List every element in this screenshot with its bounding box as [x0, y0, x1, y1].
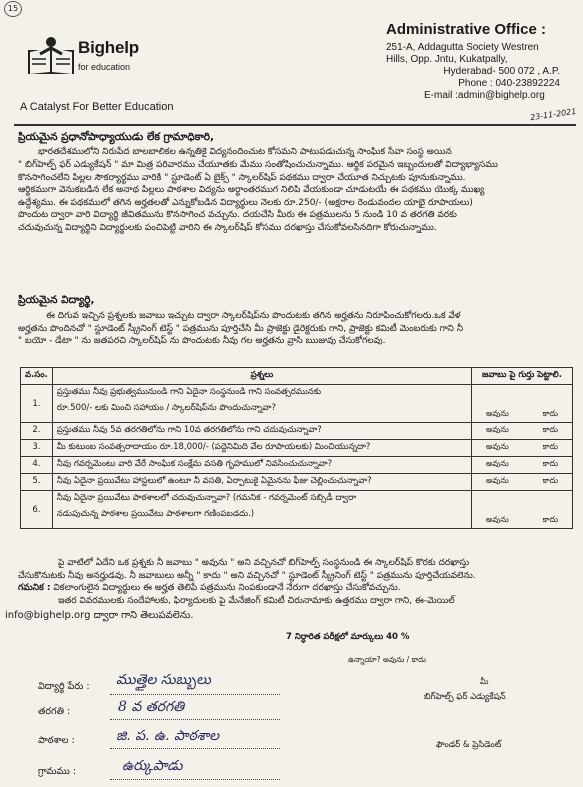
column-header-answer: జవాబు పై గుర్తు పెట్టాలి.	[472, 368, 573, 385]
yes-option[interactable]: అవును	[486, 515, 509, 524]
class-label: తరగతి :	[38, 706, 71, 717]
office-email: E-mail :admin@bighelp.org	[424, 90, 545, 101]
paragraph-line: ఈ దిగువ ఇచ్చిన ప్రశ్నలకు జవాబు ఇచ్చుట ద్వారా స్కాలర్‌షిప్‌ను పొందుటకు తగిన అర్హతను నిరూపించుకోగలరు.ఒక వేళ	[46, 311, 461, 321]
school-label: పాఠశాల :	[38, 735, 75, 746]
question-text	[52, 491, 471, 529]
office-line: Hyderabad- 500 072 , A.P.	[443, 66, 560, 77]
answer-cell	[472, 423, 573, 440]
brand-subtitle: for education	[78, 62, 131, 72]
paragraph-line: చదువుచున్న విద్యార్థిని విద్యార్థులకు పంచిపెట్టి వారిని ఈ స్కాలర్‌షిప్ కోసము దరఖాస్తు చేసుకోవలసినదిగా కోరుచున్నాము.	[18, 222, 437, 233]
office-line: Hills, Opp. Jntu, Kukatpally,	[386, 54, 508, 65]
table-row	[21, 385, 573, 423]
letter-paragraph-2	[18, 310, 574, 348]
bighelp-logo	[26, 36, 176, 86]
yes-option[interactable]: అవును	[486, 459, 509, 468]
letter-paragraph-1-cont	[18, 159, 574, 234]
name-underline	[110, 694, 280, 695]
table-row	[21, 457, 573, 474]
paragraph-line: చేసుకొనుటకు నీవు అనర్హుడవు. నీ జవాబులు అన్నీ " కాదు " అని వచ్చినచో " స్టూడెంట్ స్క్రీనింగ్ టెస్ట్ " పత్రమును పూర్తిచేయవలెను.	[18, 570, 476, 581]
header-divider	[14, 124, 576, 126]
letter-paragraph-1	[38, 146, 574, 159]
salutation-headmaster: ప్రియమైన ప్రధానోపాధ్యాయుడు లేక గ్రామాధికారి,	[18, 131, 215, 143]
paragraph-line: భారతదేశములోని నిరుపేద బాలబాలికల ఉన్నతికై విద్యనందించుట కోసమని పాటుపడుచున్న సాంఘిక సేవా సంస్థ అయిన	[38, 147, 452, 157]
column-header-number: వ.సం.	[21, 368, 53, 385]
row-number: 1.	[21, 385, 53, 423]
question-line: ప్రస్తుతము నీవు 5వ తరగతిలోను గాని 10వ తరగతిలోను గాని చదువుచున్నావా?	[56, 425, 322, 435]
signature-organization: బిగ్‌హెల్ప్ ఫర్ ఎడ్యుకేషన్	[424, 692, 506, 702]
tagline: A Catalyst For Better Education	[20, 101, 174, 113]
table-row	[21, 474, 573, 491]
row-number: 6.	[21, 491, 53, 529]
school-value: జి. ప. ఉ. పాఠశాల	[116, 728, 220, 744]
paragraph-line: ఆర్థికముగా వెనుకబడిన లేక అనాథ పిల్లలు పాఠశాల విద్యను అర్థాంతరముగ నిలిపి వేయకుండా చూడుటయే ఈ పథకము యొక్క ముఖ్య	[18, 185, 485, 195]
school-underline	[110, 748, 280, 749]
paragraph-line: పై వాటిలో ఏదేని ఒక ప్రశ్నకు నీ జవాబు " అవును " అని వచ్చినచో బిగ్‌హెల్ప్ సంస్థనుండి ఈ స్కాలర్‌షిప్ కొరకు దరఖాస్తు	[58, 558, 470, 568]
student-name-label: విద్యార్థి పేరు :	[38, 681, 90, 692]
village-label: గ్రామము :	[38, 766, 77, 777]
corner-page-mark: 15	[4, 1, 22, 17]
yes-option[interactable]: అవును	[486, 442, 509, 451]
question-line: రూ.500/- లకు మించి సహాయం / స్కాలర్‌షిప్‌ను పొందుచున్నావా?	[56, 403, 276, 413]
note-line	[18, 582, 574, 595]
office-phone: Phone : 040-23892224	[458, 78, 560, 89]
signature-title: ఫౌండర్ & ప్రెసిడెంట్	[436, 740, 502, 750]
answer-cell	[472, 457, 573, 474]
question-line: మీ కుటుంబ సంవత్సరాదాయం రూ.18,000/- (పద్దెనిమిది వేల రూపాయలకు) మించియున్నదా?	[56, 442, 371, 452]
paragraph-line: ఉద్దేశ్యము. ఈ పథకములో తగిన అర్హతలతో ఎన్నుకోబడిన విద్యార్థులు నెలకు రూ.250/- (అక్షరాల రెండువందల యాభై రూపాయలు)	[18, 197, 473, 208]
row-number: 5.	[21, 474, 53, 491]
column-header-questions: ప్రశ్నలు	[52, 368, 471, 385]
paragraph-line: " బిగ్‌హెల్ప్ ఫర్ ఎడ్యుకేషన్ " మా మిత్ర పరివారము చేయూతకు మేము సంతోషించుచున్నాము. ఆర్థిక పరమైన ఇబ్బందులతో విద్యాభ్యాసము	[18, 160, 498, 170]
village-value: ఉర్కుపాడు	[122, 758, 183, 774]
question-line: నీవు ఏదైనా ప్రయివేటు పాఠశాలలో చదువుచున్నావా? (గమనిక - గవర్నమెంట్ సబ్సిడీ ద్వారా	[56, 493, 357, 503]
office-title: Administrative Office :	[386, 21, 547, 38]
yes-option[interactable]: అవును	[486, 476, 509, 485]
signature-prefix: మీ	[480, 677, 489, 686]
yes-option[interactable]: అవును	[486, 409, 509, 418]
paragraph-line: పొందుట ద్వారా వారి విద్యార్థి జీవితమును కొనసాగించ వచ్చును. దయచేసి మీరు ఈ పత్రములను 5 నుండి 10 వ తరగతి వరకు	[18, 210, 457, 220]
yes-option[interactable]: అవును	[486, 425, 509, 434]
no-option[interactable]: కాదు	[542, 459, 558, 468]
row-number: 2.	[21, 423, 53, 440]
row-number: 4.	[21, 457, 53, 474]
paragraph-line: అర్హతను పొందినచో " స్టూడెంట్ స్క్రీనింగ్ టెస్ట్ " పత్రమును పూర్తిచేసి మీ ప్రాజెక్టు డైరెక్టరుకు గాని, ప్రాజెక్టు కమిటీ మెంబరుకు గాని నీ	[18, 323, 464, 334]
marks-note: 7 నిర్ధారిత పరీక్షలో మార్కులు 40 %	[286, 632, 410, 642]
note-label: గమనిక :	[18, 583, 51, 593]
no-option[interactable]: కాదు	[542, 476, 558, 485]
office-address-block	[386, 21, 576, 102]
table-header-row	[21, 368, 573, 385]
paragraph-line: " బయో - డేటా " ను జతపరచి స్కాలర్‌షిప్ ను పొందుటకు నీవు గల అర్హతను వ్రాసి ఋజువు చేసుకోగలవు.	[18, 336, 386, 346]
answer-cell	[472, 491, 573, 529]
question-text	[52, 385, 471, 423]
office-line: 251-A, Addagutta Society Westren	[386, 42, 539, 53]
question-line: నీవు ఏదైనా ప్రయివేటు హాస్టలులో ఉంటూ నీ వసతి, ఏర్పాటుకై ఏమైనను ఫీజు చెల్లించుచున్నావా?	[56, 476, 372, 486]
answer-cell	[472, 385, 573, 423]
row-number: 3.	[21, 440, 53, 457]
class-underline	[110, 719, 280, 720]
footer-paragraph	[18, 557, 574, 607]
question-text	[52, 423, 471, 440]
table-row	[21, 440, 573, 457]
no-option[interactable]: కాదు	[542, 515, 558, 524]
eligibility-questions-table	[20, 367, 573, 529]
village-underline	[110, 779, 280, 780]
class-value: 8 వ తరగతి	[118, 699, 185, 715]
question-line: నీవు గవర్నమెంటు వారి వేరే సాంఘిక సంక్షేమ వసతి గృహములో నివసించుచున్నావా?	[56, 459, 333, 469]
question-text	[52, 457, 471, 474]
note-text: వికలాంగులైన విద్యార్థులు ఈ అర్హత తెలిపే పత్రమును నింపకుండానే నేరుగా దరఖాస్తు చేసుకోవచ్చును.	[53, 583, 401, 593]
question-line: నడుపుచున్న పాఠశాల ప్రయివేటు పాఠశాలగా గణింపబడదు.)	[56, 509, 255, 519]
email-line: info@bighelp.org ద్వారా గాని తెలుపవలెను.	[5, 610, 194, 621]
answer-cell	[472, 440, 573, 457]
no-option[interactable]: కాదు	[542, 442, 558, 451]
book-figure-logo-icon	[26, 36, 78, 80]
paragraph-line: కొనసాగించలేని పిల్లల సౌకర్యార్థము వారికి " స్టూడెంట్ ఏ బైక్స్ " స్కాలర్‌షిప్ పథకము ద్వారా చేయూత నిచ్చుటకు పూనుకున్నాము.	[18, 172, 466, 183]
answer-cell	[472, 474, 573, 491]
brand-name: Bighelp	[78, 38, 139, 57]
handwritten-date: 23-11-2021	[529, 106, 577, 123]
yes-no-note: ఉన్నాయా? అవును / కాదు	[348, 655, 426, 664]
question-line: ప్రస్తుతము నీవు ప్రభుత్వమునుండి గాని ఏదైనా సంస్థనుండి గాని సంవత్సరమునకు	[56, 387, 322, 397]
no-option[interactable]: కాదు	[542, 425, 558, 434]
no-option[interactable]: కాదు	[542, 409, 558, 418]
table-row	[21, 423, 573, 440]
paragraph-line: ఇతర వివరములకు సందేహాలకు, ఫిర్యాదులకు పై మేనేజింగ్ కమిటీ చిరునామాకు ఉత్తరము ద్వారా గాని, ఈ-మెయిల్	[58, 595, 455, 606]
question-text	[52, 474, 471, 491]
student-name-value: ముత్తైల సుబ్బులు	[116, 672, 211, 688]
table-row	[21, 491, 573, 529]
question-text	[52, 440, 471, 457]
salutation-student: ప్రియమైన విద్యార్థి,	[18, 294, 95, 306]
